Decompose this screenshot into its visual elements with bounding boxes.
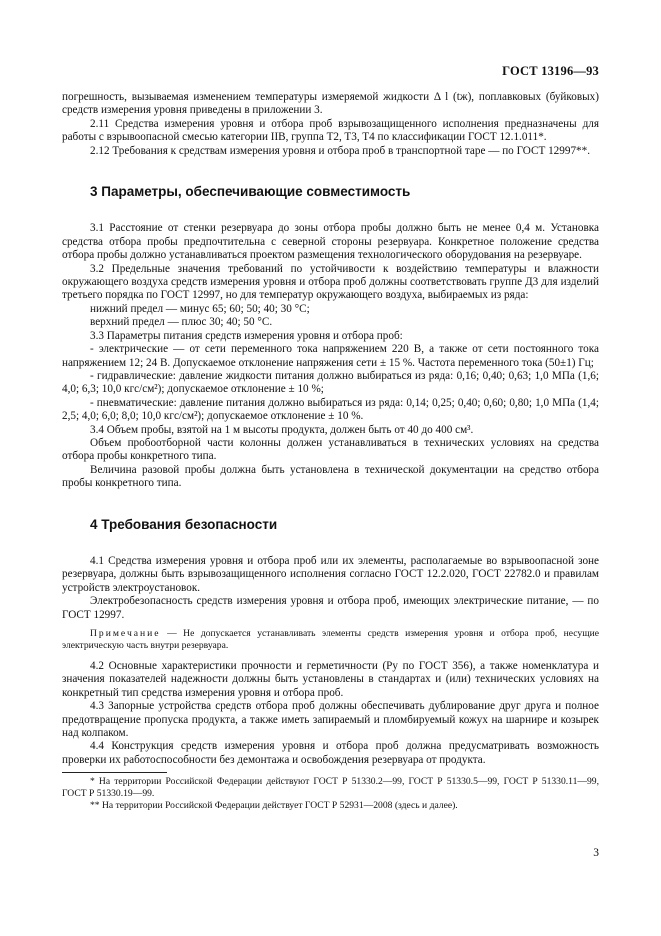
paragraph-2-11: 2.11 Средства измерения уровня и отбора проб взрывозащищенного исполнения предназначены для работы с взрывоопасной смесью категории IIB, группа T2, T3, T4 по классификации ГОСТ 12.1.011*.	[62, 117, 599, 144]
note-text: — Не допускается устанавливать элементы средств измерения уровня и отбора проб, несущие электрическую часть внутри резервуара.	[62, 628, 599, 651]
paragraph-3-3: 3.3 Параметры питания средств измерения уровня и отбора проб:	[90, 329, 403, 342]
note	[62, 628, 599, 652]
paragraph-3-4: 3.4 Объем пробы, взятой на 1 м высоты продукта, должен быть от 40 до 400 см³.	[90, 423, 474, 436]
paragraph-4-3: 4.3 Запорные устройства средств отбора проб должны обеспечивать дублирование друг друга и полное предотвращение пропуска продукта, а также иметь запираемый и пломбируемый кожух на шарнире и козырек над колпаком.	[62, 700, 599, 740]
paragraph-3-2-upper: верхний предел — плюс 30; 40; 50 °C.	[90, 316, 273, 329]
footnote-2: ** На территории Российской Федерации действует ГОСТ Р 52931—2008 (здесь и далее).	[90, 800, 458, 812]
footnote-1: * На территории Российской Федерации действуют ГОСТ Р 51330.2—99, ГОСТ Р 51330.5—99, ГОСТ Р 51330.11—99, ГОСТ Р 51330.19—99.	[62, 776, 599, 800]
note-label: Примечание	[90, 628, 161, 639]
paragraph-3-1: 3.1 Расстояние от стенки резервуара до зоны отбора пробы должно быть не менее 0,4 м. Установка средства отбора пробы предпочтительна с северной стороны резервуара. Конкретное положение средства отбора пробы должно устанавливаться проектом размещения технологического оборудования на резервуаре.	[62, 222, 599, 262]
paragraph-3-2-lower: нижний предел — минус 65; 60; 50; 40; 30 °C;	[90, 302, 310, 315]
paragraph-3-2: 3.2 Предельные значения требований по устойчивости к воздействию температуры и влажности окружающего воздуха средств измерения уровня и отбора проб должны соответствовать группе Д3 для изделий третьего порядка по ГОСТ 12997, но для температур окружающего воздуха, выбираемых из ряда:	[62, 262, 599, 302]
paragraph-4-4: 4.4 Конструкция средств измерения уровня и отбора проб должна предусматривать возможность проверки их работоспособности без демонтажа и освобождения резервуара от продукта.	[62, 740, 599, 766]
paragraph-4-1-b: Электробезопасность средств измерения уровня и отбора проб, имеющих электрические питание, — по ГОСТ 12997.	[62, 595, 599, 621]
standard-header: ГОСТ 13196—93	[502, 64, 599, 78]
paragraph-3-3-hydraulic: - гидравлические: давление жидкости питания должно выбираться из ряда: 0,16; 0,40; 0,63; 1,0 МПа (1,6; 4,0; 6,3; 10,0 кгс/см²); допускаемое отклонение ± 10 %;	[62, 369, 599, 396]
section-3-heading: 3 Параметры, обеспечивающие совместимость	[90, 184, 411, 200]
paragraph-3-4-b: Объем пробоотборной части колонны должен устанавливаться в технических условиях на средства отбора пробы конкретного типа.	[62, 436, 599, 463]
paragraph-4-1: 4.1 Средства измерения уровня и отбора проб или их элементы, располагаемые во взрывоопасной зоне резервуара, должны быть взрывозащищенного исполнения согласно ГОСТ 12.2.020, ГОСТ 22782.0 и правилам устройств электроустановок.	[62, 554, 599, 594]
section-4-heading: 4 Требования безопасности	[90, 516, 278, 532]
paragraph-continuation: погрешность, вызываемая изменением температуры измеряемой жидкости Δ l (tж), поплавковых (буйковых) средств измерения уровня приведены в приложении 3.	[62, 91, 599, 117]
page-number: 3	[593, 847, 599, 859]
paragraph-4-2: 4.2 Основные характеристики прочности и герметичности (Pу по ГОСТ 356), а также номенклатура и значения показателей надежности должны быть установлены в стандартах и (или) технических условиях на конкретный тип средства измерения уровня и отбора проб.	[62, 660, 599, 699]
footnote-divider	[62, 772, 167, 773]
paragraph-3-3-electric: - электрические — от сети переменного тока напряжением 220 В, а также от сети постоянного тока напряжением 12; 24 В. Допускаемое отклонение напряжения сети ± 15 %. Частота переменного тока (50±1) Гц;	[62, 343, 599, 369]
document-body	[62, 91, 599, 812]
paragraph-2-12: 2.12 Требования к средствам измерения уровня и отбора проб в транспортной таре — по ГОСТ 12997**.	[90, 144, 591, 157]
paragraph-3-3-pneumatic: - пневматические: давление питания должно выбираться из ряда: 0,14; 0,25; 0,40; 0,60; 0,80; 1,0 МПа (1,4; 2,5; 4,0; 6,0; 8,0; 10,0 кгс/см²); допускаемое отклонение ± 10 %.	[62, 396, 599, 423]
paragraph-3-4-c: Величина разовой пробы должна быть установлена в технической документации на средство отбора пробы конкретного типа.	[62, 463, 599, 490]
